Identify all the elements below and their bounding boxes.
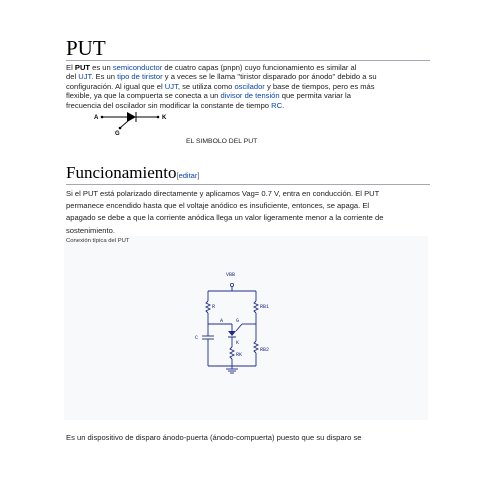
text: y base de tiempos, pero es más bbox=[264, 81, 375, 91]
section-underline bbox=[66, 184, 430, 185]
text: que permita variar la bbox=[279, 91, 351, 101]
circuit-diagram bbox=[186, 267, 278, 377]
intro-paragraph bbox=[66, 63, 432, 110]
closing-paragraph-line: Es un dispositivo de disparo ánodo-puerta (ánodo-compuerta) puesto que su disparo se bbox=[66, 433, 362, 442]
rk-label: RK bbox=[236, 352, 243, 358]
k-label: K bbox=[236, 340, 240, 346]
link-oscilador[interactable]: oscilador bbox=[234, 81, 265, 91]
edit-section-link[interactable] bbox=[176, 171, 199, 180]
paragraph-line: apagado se debe a que la corriente anódica llega un valor ligeramente menor a la corriente de bbox=[66, 213, 384, 223]
intro-line-2 bbox=[66, 72, 432, 81]
paragraph-line: Si el PUT está polarizado directamente y aplicamos Vag= 0.7 V, entra en conducción. El PUT bbox=[66, 189, 380, 198]
text: de cuatro capas (pnpn) cuyo funcionamiento es similar al bbox=[162, 63, 357, 72]
cathode-terminal bbox=[157, 116, 160, 119]
symbol-caption: EL SIMBOLO DEL PUT bbox=[186, 138, 258, 145]
gate-terminal bbox=[119, 127, 122, 130]
a-label: A bbox=[220, 318, 224, 324]
text: y a veces se le llama "tiristor disparado por ánodo" debido a su bbox=[162, 72, 377, 82]
page-title: PUT bbox=[66, 36, 106, 60]
link-semiconductor[interactable]: semiconductor bbox=[112, 63, 163, 72]
intro-line-4 bbox=[66, 91, 432, 100]
title-underline bbox=[66, 60, 430, 61]
put-diode bbox=[228, 331, 236, 336]
text: del bbox=[66, 72, 79, 82]
cathode-label: K bbox=[162, 115, 167, 121]
link-rc[interactable]: RC bbox=[271, 100, 283, 110]
bracket: [ bbox=[176, 171, 179, 180]
rb2-label: RB2 bbox=[260, 347, 270, 353]
text: es un bbox=[90, 63, 113, 72]
intro-line-1 bbox=[66, 63, 432, 72]
c-label: C bbox=[195, 335, 199, 341]
put-bold: PUT bbox=[74, 63, 91, 72]
text: El bbox=[66, 63, 75, 72]
text: , se utiliza como bbox=[177, 81, 235, 91]
gate-label: G bbox=[115, 131, 120, 137]
put-symbol-diagram bbox=[90, 108, 200, 138]
diode-triangle bbox=[127, 112, 136, 122]
edit-label[interactable]: editar bbox=[178, 171, 198, 180]
r-label: R bbox=[212, 304, 216, 310]
figure-box bbox=[64, 236, 428, 420]
rb1-label: RB1 bbox=[260, 304, 270, 310]
link-tipo-de[interactable]: tipo de bbox=[117, 72, 142, 82]
text: frecuencia del oscilador sin modificar la constante de tiempo bbox=[66, 100, 272, 110]
text: configuración. Al igual que el bbox=[66, 81, 165, 91]
link-ujt[interactable]: UJT bbox=[164, 81, 178, 91]
circuit-wires bbox=[202, 287, 258, 373]
figure-caption: Conexión típica del PUT bbox=[66, 238, 130, 244]
gate-wire bbox=[120, 121, 128, 128]
section-title: Funcionamiento bbox=[66, 163, 177, 182]
vbb-label: VBB bbox=[226, 272, 236, 278]
g-label: G bbox=[236, 318, 240, 324]
link-tiristor[interactable]: tiristor bbox=[142, 72, 163, 82]
section-heading bbox=[66, 164, 199, 181]
anode-label: A bbox=[94, 115, 99, 121]
paragraph-line: sostenimiento. bbox=[66, 225, 115, 235]
link-divisor-de-tension[interactable]: divisor de tensión bbox=[220, 91, 280, 101]
paragraph-line: permanece encendido hasta que el voltaje anódico es insuficiente, entonces, se apaga. El bbox=[66, 201, 370, 211]
text: . bbox=[282, 100, 285, 110]
text: flexible, ya que la compuerta se conecta a un bbox=[66, 91, 221, 101]
intro-line-3 bbox=[66, 82, 432, 91]
text: . Es un bbox=[91, 72, 118, 82]
vbb-terminal bbox=[230, 283, 233, 286]
link-ujt[interactable]: UJT bbox=[78, 72, 92, 82]
funcionamiento-paragraph bbox=[66, 188, 432, 237]
bracket: ] bbox=[197, 171, 200, 180]
